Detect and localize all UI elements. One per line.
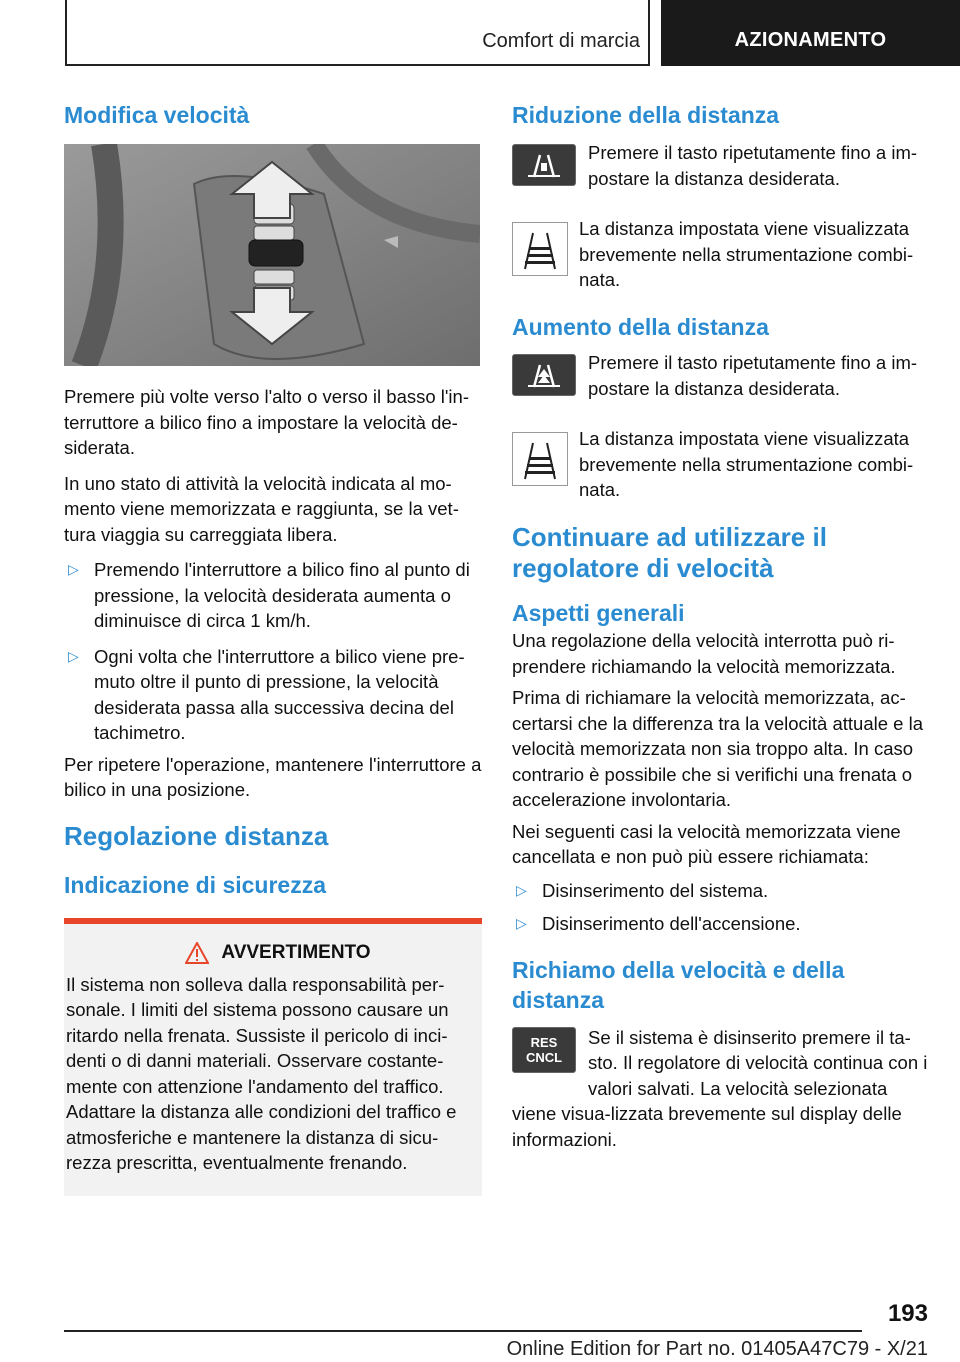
paragraph-general-2: Prima di richiamare la velocità memorizzata, ac-certarsi che la differenza tra la velocità attuale e la velocità memorizzata non sia troppo alta. In caso contrario è possibile che si verifichi una frenata o accelerazione involontaria.	[512, 687, 923, 810]
page-number: 193	[887, 1300, 928, 1327]
bullet-triangle-icon: ▷	[68, 561, 79, 577]
paragraph-speed-press: Premere più volte verso l'alto o verso il basso l'in-terruttore a bilico fino a impostare la velocità de-siderata.	[64, 386, 469, 458]
heading-continue-cruise: Continuare ad utilizzare il regolatore di velocità	[512, 522, 827, 583]
reduce-display-text: La distanza impostata viene visualizzata brevemente nella strumentazione combi-nata.	[579, 218, 914, 290]
header-chapter: Comfort di marcia	[482, 30, 640, 52]
warning-text: Il sistema non solleva dalla responsabilità per-sonale. I limiti del sistema possono causare un ritardo nella frenata. Sussiste il pericolo di inci-denti o di danni materiali. Osservare costante-mente con attenzione l'andamento del traffico. Adattare la distanza alle condizioni del traffico e atmosferiche e mantenere la distanza di sicu-rezza prescritta, eventualmente frenando.	[66, 973, 457, 1173]
paragraph-general-1: Una regolazione della velocità interrotta può ri-prendere richiamando la velocità memorizzata.	[512, 630, 896, 677]
warning-triangle-icon	[185, 942, 209, 964]
heading-speed-change: Modifica velocità	[64, 102, 250, 128]
distance-display-icon	[512, 222, 568, 276]
warning-box	[64, 918, 482, 1196]
reduce-display-row	[512, 216, 928, 294]
header-section-tab	[661, 0, 960, 66]
paragraph-repeat: Per ripetere l'operazione, mantenere l'interruttore a bilico in una posizione.	[64, 753, 482, 800]
distance-increase-button-icon	[512, 354, 576, 396]
header-section-label: AZIONAMENTO	[734, 29, 887, 51]
header-rule-left	[65, 0, 67, 66]
header-rule-bottom	[65, 64, 650, 66]
list-item: ▷ Disinserimento dell'accensione.	[512, 911, 928, 937]
res-cncl-button-icon: RES CNCL	[512, 1027, 576, 1073]
bullet-triangle-icon: ▷	[68, 647, 79, 664]
footer-rule	[64, 1330, 862, 1332]
heading-reduce-distance: Riduzione della distanza	[512, 102, 780, 128]
reduce-press-text: Premere il tasto ripetutamente fino a im-postare la distanza desiderata.	[588, 142, 918, 189]
heading-safety-note: Indicazione di sicurezza	[64, 871, 327, 898]
list-item: ▷ Premendo l'interruttore a bilico fino al punto di pressione, la velocità desiderata aumenta o diminuisce di circa 1 km/h.	[64, 557, 482, 634]
steering-wheel-illustration	[64, 144, 480, 366]
increase-press-row	[512, 350, 928, 408]
increase-display-row	[512, 426, 928, 504]
bullet-triangle-icon: ▷	[516, 881, 527, 898]
reduce-press-row	[512, 140, 928, 198]
footer-edition: Online Edition for Part no. 01405A47C79 - X/21	[506, 1338, 928, 1360]
list-item: ▷ Ogni volta che l'interruttore a bilico viene pre-muto oltre il punto di pressione, la velocità desiderata passa alla successiva decina del tachimetro.	[64, 644, 482, 746]
rocker-switch-icon	[64, 144, 480, 366]
heading-general: Aspetti generali	[512, 600, 685, 626]
distance-decrease-button-icon	[512, 144, 576, 186]
bullet-triangle-icon: ▷	[516, 915, 527, 931]
warning-title: AVVERTIMENTO	[86, 942, 470, 964]
recall-text: Se il sistema è disinserito premere il ta-sto. Il regolatore di velocità continua con i valori salvati. La velocità selezionata viene visua-lizzata brevemente sul display delle informazioni.	[512, 1026, 928, 1150]
heading-increase-distance: Aumento della distanza	[512, 314, 769, 340]
increase-press-text: Premere il tasto ripetutamente fino a im-postare la distanza desiderata.	[588, 352, 918, 399]
right-column	[512, 100, 928, 1152]
increase-display-text: La distanza impostata viene visualizzata brevemente nella strumentazione combi-nata.	[579, 428, 914, 500]
recall-row	[512, 1025, 928, 1153]
paragraph-general-3: Nei seguenti casi la velocità memorizzata viene cancellata e non può più essere richiamata:	[512, 820, 901, 867]
left-column	[64, 100, 482, 1196]
heading-recall: Richiamo della velocità e della distanza	[512, 956, 845, 1013]
heading-distance-control: Regolazione distanza	[64, 820, 329, 851]
paragraph-speed-memory: In uno stato di attività la velocità indicata al mo-mento viene memorizzata e raggiunta, se la vet-tura viaggia su carreggiata libera.	[64, 472, 459, 545]
header-rule-mid	[648, 0, 650, 66]
list-item: ▷ Disinserimento del sistema.	[512, 878, 928, 904]
distance-display-icon	[512, 432, 568, 486]
